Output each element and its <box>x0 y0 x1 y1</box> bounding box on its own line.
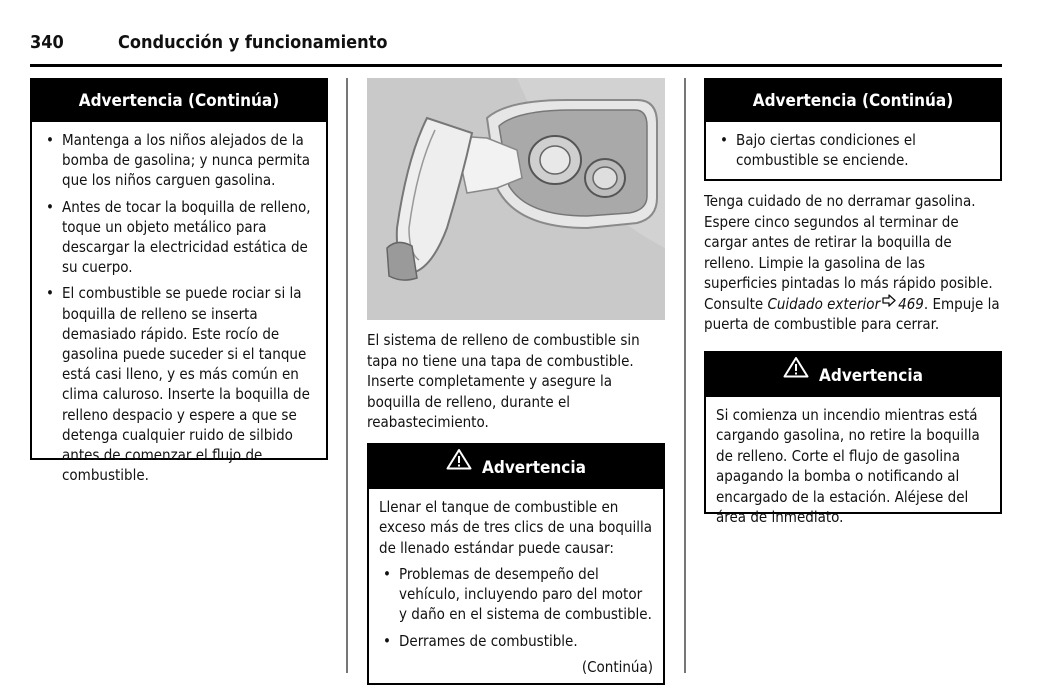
page-number: 340 <box>30 32 64 53</box>
figure-caption: El sistema de relleno de combustible sin tapa no tiene una tapa de combustible. Inserte completamente y asegure la boquilla de relleno, durante el reabastecimiento. <box>367 331 640 431</box>
column-divider <box>684 78 686 673</box>
paragraph-text: Empuje la puerta de combustible para cerrar. <box>704 294 1000 334</box>
warning-list-item: • Derrames de combustible. <box>379 631 653 651</box>
warning-box-body <box>706 122 1000 182</box>
warning-box-body <box>706 397 1000 534</box>
warning-box <box>367 443 665 685</box>
warning-triangle-icon <box>783 350 809 396</box>
warning-list <box>379 564 653 651</box>
warning-list-item: • Antes de tocar la boquilla de relleno, toque un objeto metálico para descargar la electricidad estática de su cuerpo. <box>42 197 316 278</box>
column-2 <box>367 78 665 685</box>
warning-list-item: • El combustible se puede rociar si la boquilla de relleno se inserta demasiado rápido. Este rocío de gasolina puede suceder si el tanque está casi lleno, y es más común en clima caluroso. Inserte la boquilla de relleno despacio y espere a que se detenga cualquier ruido de silbido antes de comenzar el flujo de combustible. <box>42 283 316 485</box>
column-1 <box>30 78 328 485</box>
warning-box-header <box>369 445 663 489</box>
page-reference-arrow-icon <box>882 292 896 313</box>
capless-fuel-filler-icon <box>367 78 665 320</box>
warning-list-item: • Bajo ciertas condiciones el combustible se enciende. <box>716 130 990 170</box>
warning-box-title: Advertencia <box>482 457 586 478</box>
warning-box <box>704 351 1002 527</box>
warning-box-body <box>369 489 663 684</box>
warning-text: Si comienza un incendio mientras está cargando gasolina, no retire la boquilla de relleno. Corte el flujo de gasolina apagando la bomba o notificando al encargado de la estación. Aléjese del área de inmediato. <box>716 405 980 527</box>
warning-box-continued <box>704 78 1002 181</box>
body-paragraph: Tenga cuidado de no derramar gasolina. Espere cinco segundos al terminar de cargar antes de retirar la boquilla de relleno. Limpie la gasolina de las superficies pintadas lo más rápido posible. Consulte Cuidado exterior 469. Empuje la puerta de combustible para cerrar. <box>704 192 1000 334</box>
page-header <box>30 30 1002 67</box>
column-divider <box>346 78 348 673</box>
warning-box-continued <box>30 78 328 485</box>
warning-box-title: Advertencia <box>819 365 923 386</box>
warning-box-title: Advertencia (Continúa) <box>706 80 1000 122</box>
warning-intro: Llenar el tanque de combustible en exceso más de tres clics de una boquilla de llenado estándar puede causar: <box>379 497 653 557</box>
cross-reference-page: 469 <box>898 294 924 313</box>
cross-reference-link[interactable] <box>767 295 923 313</box>
warning-list-item: • Mantenga a los niños alejados de la bomba de gasolina; y nunca permita que los niños carguen gasolina. <box>42 130 316 191</box>
warning-list <box>716 130 990 170</box>
warning-triangle-icon <box>446 442 472 488</box>
cross-reference-title: Cuidado exterior <box>767 294 881 313</box>
column-3 <box>704 78 1002 527</box>
warning-list-item: • Problemas de desempeño del vehículo, incluyendo paro del motor y daño en el sistema de combustible. <box>379 564 653 625</box>
fuel-filler-illustration <box>367 78 665 320</box>
warning-box-title: Advertencia (Continúa) <box>32 80 326 122</box>
warning-list <box>42 130 316 485</box>
warning-box-header <box>706 353 1000 397</box>
continued-label: (Continúa) <box>581 657 653 676</box>
paragraph-text: Tenga cuidado de no derramar gasolina. Espere cinco segundos al terminar de cargar antes de retirar la boquilla de relleno. Limpie la gasolina de las superficies pintadas lo más rápido posible. Consulte <box>704 192 993 313</box>
section-title: Conducción y funcionamiento <box>118 32 388 53</box>
warning-box-body <box>32 122 326 497</box>
